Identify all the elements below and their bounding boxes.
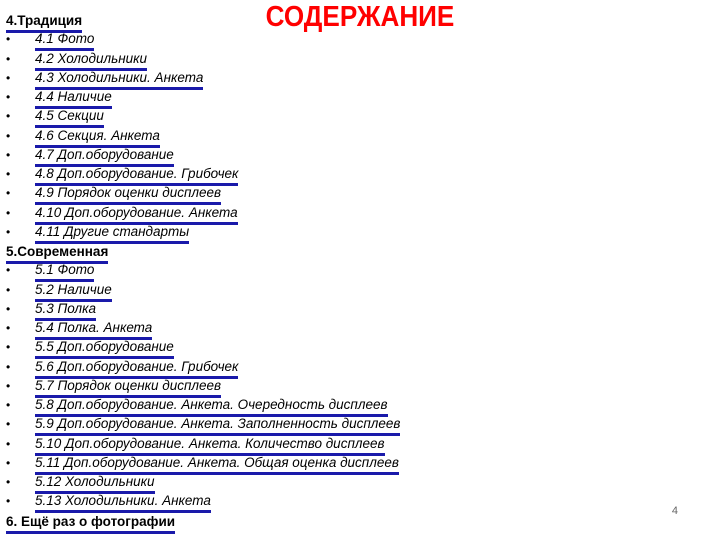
toc-item: [6, 358, 666, 377]
toc-item-link[interactable]: 4.9 Порядок оценки дисплеев: [35, 184, 221, 205]
toc-item-link[interactable]: 5.4 Полка. Анкета: [35, 319, 152, 340]
toc-item: [6, 300, 666, 319]
slide-title: СОДЕРЖАНИЕ: [265, 1, 455, 33]
section-heading-row: [6, 242, 666, 261]
page-number: 4: [671, 505, 678, 517]
bullet-icon: •: [6, 340, 11, 355]
toc-item-link[interactable]: 5.8 Доп.оборудование. Анкета. Очередность дисплеев: [35, 396, 388, 417]
bullet-icon: •: [6, 417, 11, 432]
bullet-icon: •: [6, 378, 11, 393]
toc-item: [6, 204, 666, 223]
bullet-icon: •: [6, 167, 11, 181]
bullet-icon: •: [6, 128, 11, 143]
toc-item: [6, 69, 666, 88]
toc-item-link[interactable]: 4.8 Доп.оборудование. Грибочек: [35, 165, 238, 186]
bullet-icon: •: [6, 70, 11, 85]
toc-item-link[interactable]: 5.3 Полка: [35, 300, 96, 321]
table-of-contents: [6, 11, 666, 531]
bullet-icon: •: [6, 321, 11, 335]
toc-item-link[interactable]: 5.5 Доп.оборудование: [35, 338, 174, 359]
bullet-icon: •: [6, 205, 11, 220]
toc-item-link[interactable]: 5.12 Холодильники: [35, 473, 155, 494]
bullet-icon: •: [6, 263, 11, 278]
toc-item-link[interactable]: 5.11 Доп.оборудование. Анкета. Общая оценка дисплеев: [35, 454, 399, 475]
bullet-icon: •: [6, 147, 11, 162]
toc-item: [6, 146, 666, 165]
toc-item: [6, 492, 666, 511]
toc-item: [6, 127, 666, 146]
section-heading-link[interactable]: 6. Ещё раз о фотографии: [6, 512, 175, 534]
bullet-icon: •: [6, 32, 11, 47]
toc-item-link[interactable]: 5.2 Наличие: [35, 281, 112, 302]
toc-item: [6, 30, 666, 49]
bullet-icon: •: [6, 398, 11, 412]
toc-item: [6, 50, 666, 69]
bullet-icon: •: [6, 51, 11, 66]
toc-item-link[interactable]: 5.6 Доп.оборудование. Грибочек: [35, 358, 238, 379]
toc-item-link[interactable]: 5.13 Холодильники. Анкета: [35, 492, 211, 513]
toc-item-link[interactable]: 5.9 Доп.оборудование. Анкета. Заполненность дисплеев: [35, 415, 400, 436]
toc-item-link[interactable]: 5.1 Фото: [35, 261, 94, 282]
toc-item-link[interactable]: 4.7 Доп.оборудование: [35, 146, 174, 167]
toc-item: [6, 338, 666, 357]
toc-item: [6, 415, 666, 434]
toc-item-link[interactable]: 4.11 Другие стандарты: [35, 223, 189, 244]
bullet-icon: •: [6, 494, 11, 509]
toc-item-link[interactable]: 4.1 Фото: [35, 30, 94, 51]
toc-item-link[interactable]: 4.3 Холодильники. Анкета: [35, 69, 203, 90]
toc-item-link[interactable]: 4.10 Доп.оборудование. Анкета: [35, 204, 238, 225]
toc-item-link[interactable]: 4.4 Наличие: [35, 88, 112, 109]
section-heading-link[interactable]: 5.Современная: [6, 242, 108, 264]
section-heading-row: [6, 11, 666, 30]
toc-item-link[interactable]: 5.10 Доп.оборудование. Анкета. Количество дисплеев: [35, 435, 385, 456]
section-heading-link[interactable]: 4.Традиция: [6, 11, 82, 33]
toc-item: [6, 184, 666, 203]
toc-item: [6, 107, 666, 126]
toc-item: [6, 165, 666, 184]
bullet-icon: •: [6, 475, 11, 489]
toc-item-link[interactable]: 4.6 Секция. Анкета: [35, 127, 160, 148]
toc-item: [6, 473, 666, 492]
section-heading-row: [6, 512, 666, 531]
toc-item-link[interactable]: 5.7 Порядок оценки дисплеев: [35, 377, 221, 398]
bullet-icon: •: [6, 109, 11, 124]
toc-item: [6, 319, 666, 338]
bullet-icon: •: [6, 224, 11, 239]
toc-item: [6, 281, 666, 300]
bullet-icon: •: [6, 359, 11, 374]
bullet-icon: •: [6, 301, 11, 316]
bullet-icon: •: [6, 282, 11, 297]
toc-item: [6, 261, 666, 280]
toc-item: [6, 435, 666, 454]
toc-item: [6, 396, 666, 415]
toc-item: [6, 377, 666, 396]
bullet-icon: •: [6, 436, 11, 451]
toc-item-link[interactable]: 4.5 Секции: [35, 107, 104, 128]
toc-item: [6, 454, 666, 473]
toc-item: [6, 223, 666, 242]
toc-item: [6, 88, 666, 107]
toc-item-link[interactable]: 4.2 Холодильники: [35, 50, 147, 71]
bullet-icon: •: [6, 186, 11, 201]
bullet-icon: •: [6, 455, 11, 470]
bullet-icon: •: [6, 90, 11, 104]
